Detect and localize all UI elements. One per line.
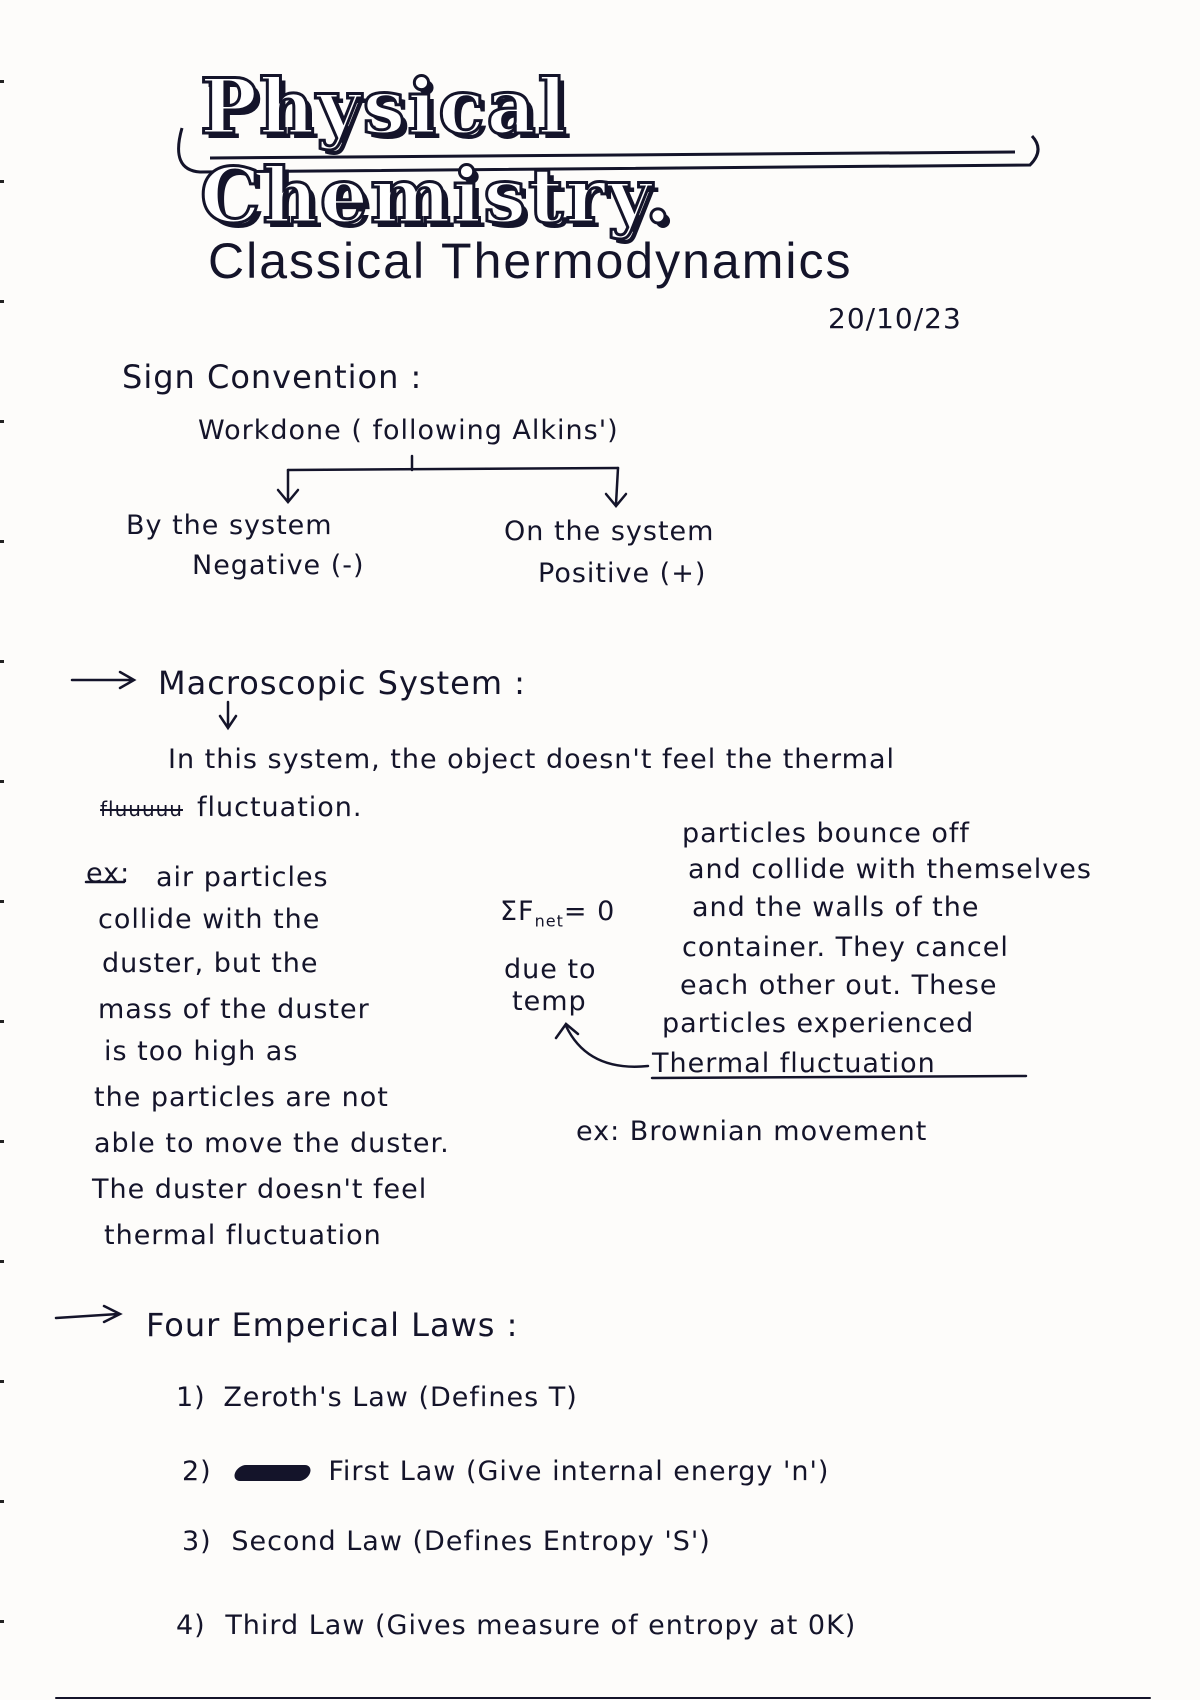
macroscopic-intro-line-2 <box>100 792 363 823</box>
due-to-label: due to <box>504 954 597 985</box>
law-text: Second Law (Defines Entropy 'S') <box>231 1526 711 1557</box>
laws-arrow <box>56 1306 120 1322</box>
law-number: 2) <box>182 1456 212 1487</box>
branch-left-arrow <box>278 470 298 502</box>
left-note-line: The duster doesn't feel <box>92 1174 428 1205</box>
law-text: First Law (Give internal energy 'n') <box>328 1456 830 1487</box>
net-force-equation <box>500 896 615 930</box>
left-note-line: air particles <box>156 862 329 893</box>
workdone-label: Workdone ( following Alkins') <box>198 415 619 446</box>
macroscopic-heading: Macroscopic System : <box>158 664 526 702</box>
net-force-subscript: net <box>534 911 564 931</box>
branch-right-arrow <box>606 468 626 506</box>
example-label: ex: <box>86 858 131 889</box>
macroscopic-arrow <box>72 672 134 688</box>
sign-convention-heading: Sign Convention : <box>122 358 423 396</box>
net-force-value: = 0 <box>563 896 616 927</box>
left-note-line: duster, but the <box>102 948 319 979</box>
page-title: Physical Chemistry. <box>200 62 674 240</box>
right-note-line: and collide with themselves <box>688 854 1092 885</box>
law-number: 4) <box>176 1610 206 1641</box>
right-note-line: each other out. These <box>680 970 998 1001</box>
crossed-out-word: fluuuuu <box>100 797 183 821</box>
temp-curved-arrow <box>556 1024 648 1067</box>
fluctuation-word: fluctuation. <box>196 792 363 823</box>
law-text: Zeroth's Law (Defines T) <box>223 1382 578 1413</box>
law-item <box>176 1610 856 1641</box>
left-note-line: the particles are not <box>94 1082 389 1113</box>
law-item <box>182 1456 829 1487</box>
left-note-line: mass of the duster <box>98 994 370 1025</box>
on-system-sign: Positive (+) <box>538 558 707 589</box>
right-note-line: particles experienced <box>662 1008 975 1039</box>
right-note-line: container. They cancel <box>682 932 1009 963</box>
net-force-symbol: ΣF <box>500 896 535 927</box>
macroscopic-intro-line-1: In this system, the object doesn't feel the thermal <box>168 744 895 775</box>
on-system-label: On the system <box>504 516 715 547</box>
scribble-mark <box>232 1465 313 1481</box>
left-note-line: is too high as <box>104 1036 299 1067</box>
right-note-line: Thermal fluctuation <box>652 1048 936 1079</box>
right-note-line: particles bounce off <box>682 818 970 849</box>
workdone-branch-bar <box>288 468 618 470</box>
law-number: 3) <box>182 1526 212 1557</box>
left-note-line: thermal fluctuation <box>104 1220 382 1251</box>
law-item <box>176 1382 578 1413</box>
macroscopic-down-arrow <box>220 702 236 728</box>
left-note-line: able to move the duster. <box>94 1128 450 1159</box>
by-system-sign: Negative (-) <box>192 550 365 581</box>
laws-heading: Four Emperical Laws : <box>146 1306 519 1344</box>
law-item <box>182 1526 711 1557</box>
date: 20/10/23 <box>828 302 962 335</box>
law-number: 1) <box>176 1382 206 1413</box>
right-note-line: and the walls of the <box>692 892 980 923</box>
temp-label: temp <box>512 986 587 1017</box>
by-system-label: By the system <box>126 510 333 541</box>
law-text: Third Law (Gives measure of entropy at 0K) <box>225 1610 857 1641</box>
left-note-line: collide with the <box>98 904 321 935</box>
brownian-example: ex: Brownian movement <box>576 1116 928 1147</box>
subtitle: Classical Thermodynamics <box>208 233 853 289</box>
